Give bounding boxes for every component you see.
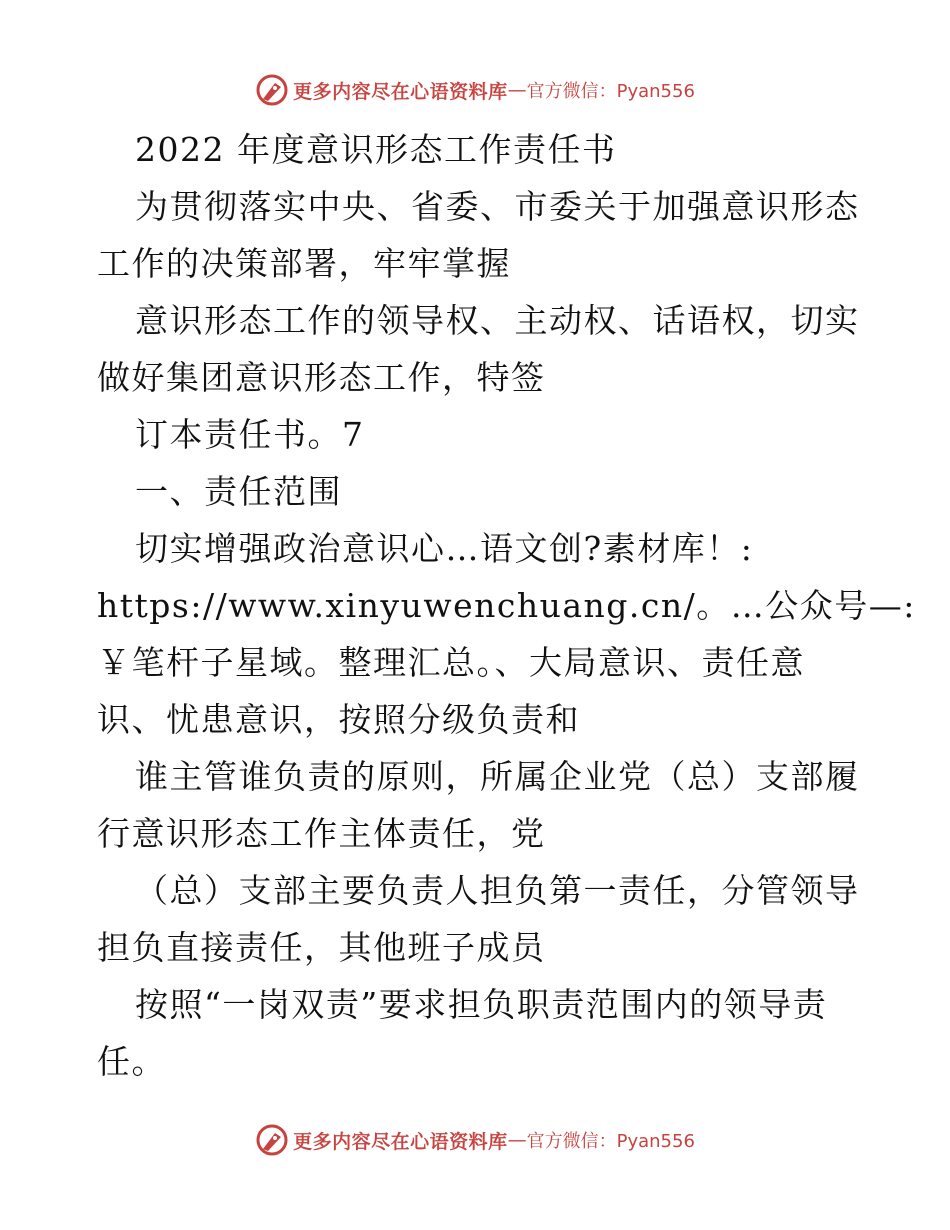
text-line: （总）支部主要负责人担负第一责任，分管领导	[135, 871, 860, 910]
banner-separator: —	[507, 79, 527, 101]
section-heading: 一、责任范围	[135, 472, 342, 511]
text-line: 担负直接责任，其他班子成员	[97, 928, 546, 967]
banner-title: 更多内容尽在心语资料库	[293, 80, 508, 103]
text-line: 订本责任书。7	[135, 415, 365, 454]
document-body	[97, 121, 916, 1090]
text-line: 行意识形态工作主体责任，党	[97, 814, 546, 853]
text-line: 谁主管谁负责的原则，所属企业党（总）支部履	[135, 757, 860, 796]
header-banner	[0, 70, 950, 110]
banner-wechat: 官方微信：Pyan556	[526, 1131, 695, 1152]
text-line: 工作的决策部署，牢牢掌握	[97, 244, 511, 283]
pen-nib-icon	[255, 1123, 289, 1157]
text-line: 为贯彻落实中央、省委、市委关于加强意识形态	[135, 187, 860, 226]
text-line: 按照“一岗双责”要求担负职责范围内的领导责	[135, 985, 828, 1024]
doc-title: 2022 年度意识形态工作责任书	[135, 130, 617, 169]
banner-title: 更多内容尽在心语资料库	[293, 1130, 508, 1153]
banner-wechat: 官方微信：Pyan556	[526, 81, 695, 102]
text-line-url: https://www.xinyuwenchuang.cn/。…公众号—:	[97, 586, 916, 625]
banner-separator: —	[507, 1129, 527, 1151]
text-line: 任。	[97, 1042, 166, 1081]
text-line: ￥笔杆子星域。整理汇总。、大局意识、责任意	[97, 643, 805, 682]
pen-nib-icon	[255, 73, 289, 107]
text-line: 识、忧患意识，按照分级负责和	[97, 700, 580, 739]
text-line: 做好集团意识形态工作，特签	[97, 358, 546, 397]
text-line: 切实增强政治意识心…语文创?素材库！:	[135, 529, 754, 568]
footer-banner	[0, 1120, 950, 1160]
text-line: 意识形态工作的领导权、主动权、话语权，切实	[135, 301, 860, 340]
